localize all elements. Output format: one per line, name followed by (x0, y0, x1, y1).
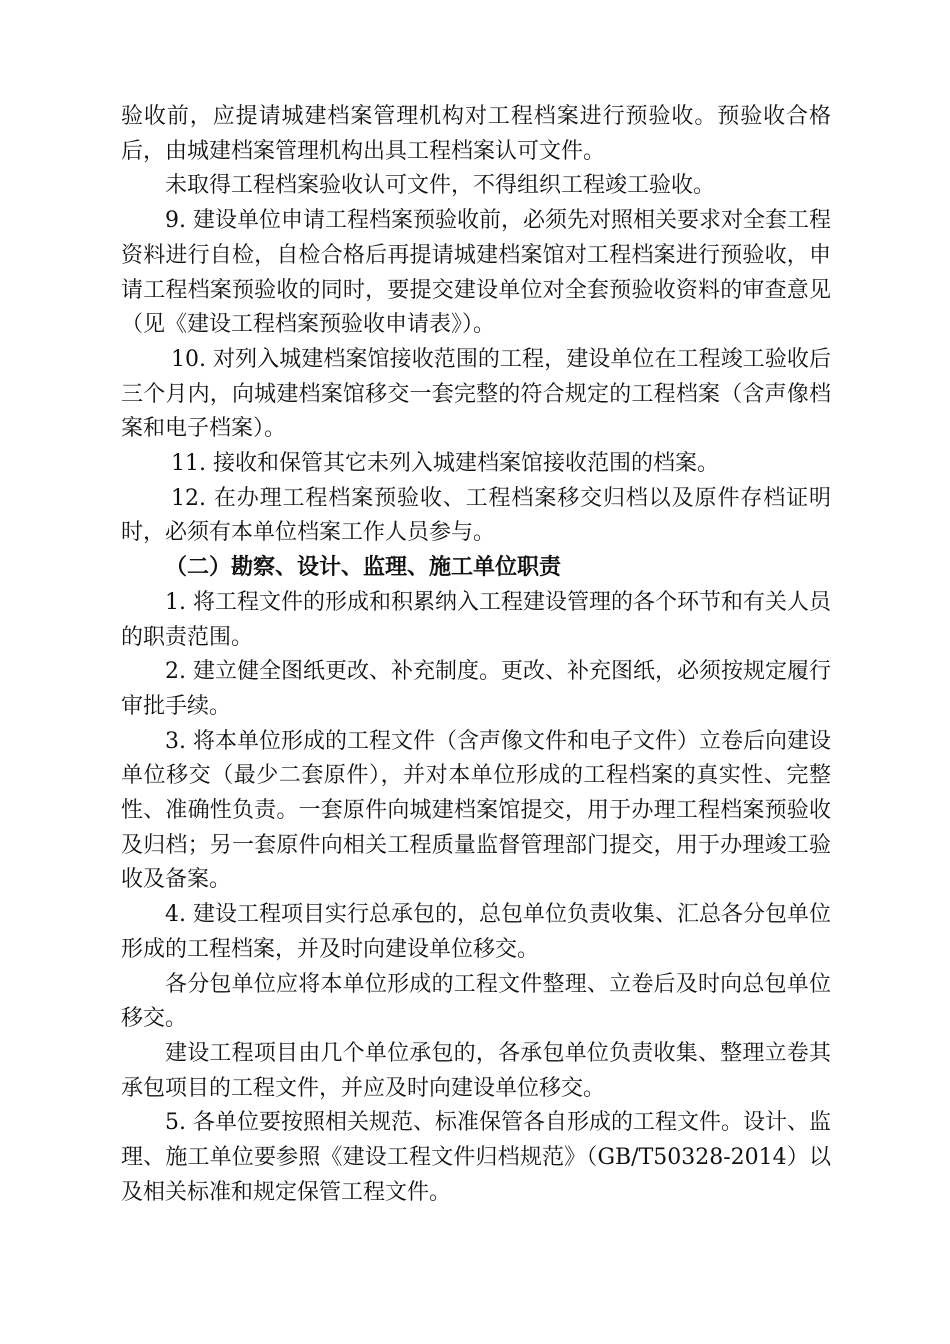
paragraph-item-4: 4. 建设工程项目实行总承包的，总包单位负责收集、汇总各分包单位形成的工程档案，并及时向建设单位移交。 (121, 902, 831, 962)
paragraph-item-10: 10. 对列入城建档案馆接收范围的工程，建设单位在工程竣工验收后三个月内，向城建档案馆移交一套完整的符合规定的工程档案（含声像档案和电子档案）。 (121, 346, 831, 442)
paragraph-item-12: 12. 在办理工程档案预验收、工程档案移交归档以及原件存档证明时，必须有本单位档案工作人员参与。 (121, 485, 831, 546)
paragraph: 建设工程项目由几个单位承包的，各承包单位负责收集、整理立卷其承包项目的工程文件，并应及时向建设单位移交。 (121, 1040, 831, 1101)
paragraph-item-5: 5. 各单位要按照相关规范、标准保管各自形成的工程文件。设计、监理、施工单位要参照《建设工程文件归档规范》（GB/T50328-2014）以及相关标准和规定保管工程文件。 (121, 1110, 831, 1205)
paragraph-item-2: 2. 建立健全图纸更改、补充制度。更改、补充图纸，必须按规定履行审批手续。 (121, 659, 831, 719)
paragraph: 各分包单位应将本单位形成的工程文件整理、立卷后及时向总包单位移交。 (121, 971, 831, 1032)
paragraph-item-3: 3. 将本单位形成的工程文件（含声像文件和电子文件）立卷后向建设单位移交（最少二套原件），并对本单位形成的工程档案的真实性、完整性、准确性负责。一套原件向城建档案馆提交，用于办理工程档案预验收及归档；另一套原件向相关工程质量监督管理部门提交，用于办理竣工验收及备案。 (121, 728, 831, 893)
section-heading: （二）勘察、设计、监理、施工单位职责 (165, 555, 562, 581)
paragraph-continuation: 验收前，应提请城建档案管理机构对工程档案进行预验收。预验收合格后，由城建档案管理机构出具工程档案认可文件。 (121, 104, 831, 164)
document-body (121, 100, 831, 1211)
paragraph: 未取得工程档案验收认可文件，不得组织工程竣工验收。 (165, 173, 716, 199)
paragraph-item-9: 9. 建设单位申请工程档案预验收前，必须先对照相关要求对全套工程资料进行自检，自检合格后再提请城建档案馆对工程档案进行预验收，申请工程档案预验收的同时，要提交建设单位对全套预验收资料的审查意见（见《建设工程档案预验收申请表》）。 (121, 208, 831, 338)
paragraph-item-11: 11. 接收和保管其它未列入城建档案馆接收范围的档案。 (171, 451, 719, 477)
paragraph-item-1: 1. 将工程文件的形成和积累纳入工程建设管理的各个环节和有关人员的职责范围。 (121, 589, 831, 650)
